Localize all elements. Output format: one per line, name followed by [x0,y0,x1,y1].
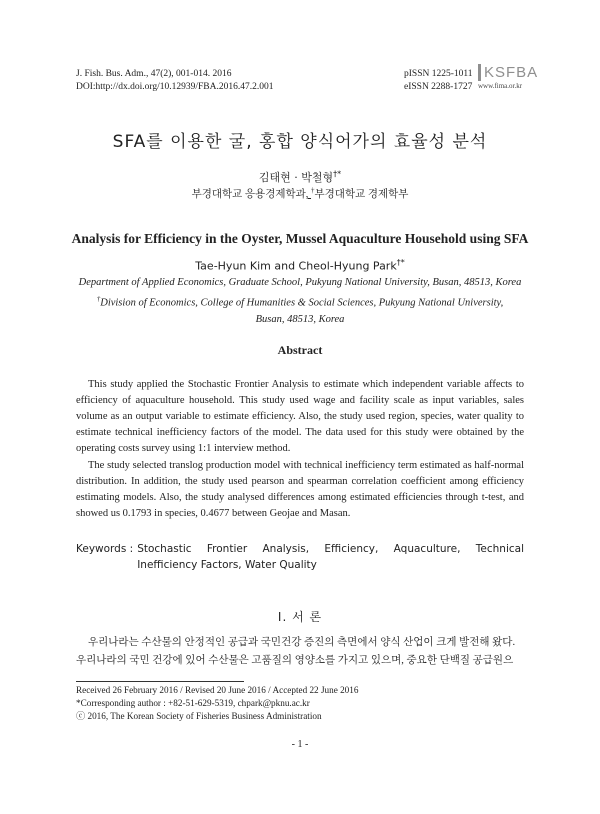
intro-line-1: 우리나라는 수산물의 안정적인 공급과 국민건강 증진의 측면에서 양식 산업이 크게 발전해 왔다. [88,637,516,648]
logo-text: KSFBA [478,64,538,81]
section-heading-intro: Ⅰ. 서 론 [277,610,323,624]
authors-english [0,258,600,273]
keywords-list: Stochastic Frontier Analysis, Efficiency, Aquaculture, Technical Inefficiency Factors, Water Quality [137,543,524,571]
abstract-paragraph-2: The study selected translog production model with technical inefficiency term estimated as half-normal distribution. In addition, the study used pearson and spearman correlation coefficient among efficiency estimating models. Also, the study analysed differences among estimated efficiencies through t-test, and showed us 0.1793 in species, 0.4677 between Geojae and Masan. [76,460,524,519]
keywords-label: Keywords : [76,543,134,555]
pissn: pISSN 1225-1011 [404,69,473,79]
footnote-copyright: ⓒ 2016, The Korean Society of Fisheries Business Administration [76,711,322,721]
journal-header [76,68,274,94]
society-logo [478,64,538,90]
department-2-mark: † [96,295,101,303]
intro-line-2: 우리나라의 국민 건강에 있어 수산물은 고품질의 영양소를 가지고 있으며, 중요한 단백질 공급원으 [76,655,514,666]
abstract-heading: Abstract [277,343,323,357]
title-korean: SFA를 이용한 굴, 홍합 양식어가의 효율성 분석 [112,132,488,152]
journal-citation: J. Fish. Bus. Adm., 47(2), 001-014. 2016 [76,69,232,79]
footnote-corresponding: *Corresponding author : +82-51-629-5319, chpark@pknu.ac.kr [76,698,310,708]
department-2-line [60,291,540,312]
affiliation-korean-2: 부경대학교 경제학부 [314,189,409,200]
department-affiliations [60,275,540,328]
department-3: Busan, 48513, Korea [255,313,345,325]
logo-url[interactable]: www.fima.or.kr [478,82,523,90]
authors-english-names: Tae-Hyun Kim and Cheol-Hyung Park [195,259,397,273]
abstract-paragraph-1: This study applied the Stochastic Frontier Analysis to estimate which independent variable affects to efficiency of aquaculture household. This study used wage and facility scale as input variables, sales volume as an output variable to estimate efficiency. Also, the study used region, species, water quality to estimate technical inefficiency factors of the model. The data used for this study were obtained by the operating costs survey using 1:1 interview method. [76,379,524,454]
authors-korean-mark: †* [333,169,342,179]
footnote-dates: Received 26 February 2016 / Revised 20 June 2016 / Accepted 22 June 2016 [76,685,359,695]
eissn: eISSN 2288-1727 [404,82,473,92]
title-english: Analysis for Efficiency in the Oyster, Mussel Aquaculture Household using SFA [71,231,529,246]
affiliation-korean-1: 부경대학교 응용경제학과 [191,189,306,200]
authors-english-mark: †* [396,258,405,267]
department-2: Division of Economics, College of Humanities & Social Sciences, Pukyung National University, [100,297,504,309]
affiliation-korean [0,186,600,201]
footnotes [76,684,358,723]
affiliation-korean-sep: , [305,189,312,200]
authors-korean-names: 김태현 · 박철형 [258,171,334,184]
authors-korean [0,169,600,185]
page-number: - 1 - [291,739,309,750]
footnote-divider [76,681,244,682]
issn-block [404,68,473,94]
department-1: Department of Applied Economics, Graduate School, Pukyung National University, Busan, 48513, Korea [78,277,522,288]
affiliation-korean-mark: † [311,186,315,195]
intro-body-text [76,634,524,670]
keywords [76,541,524,573]
keywords-layout [76,541,524,573]
doi-link[interactable]: DOI:http://dx.doi.org/10.12939/FBA.2016.47.2.001 [76,82,274,92]
